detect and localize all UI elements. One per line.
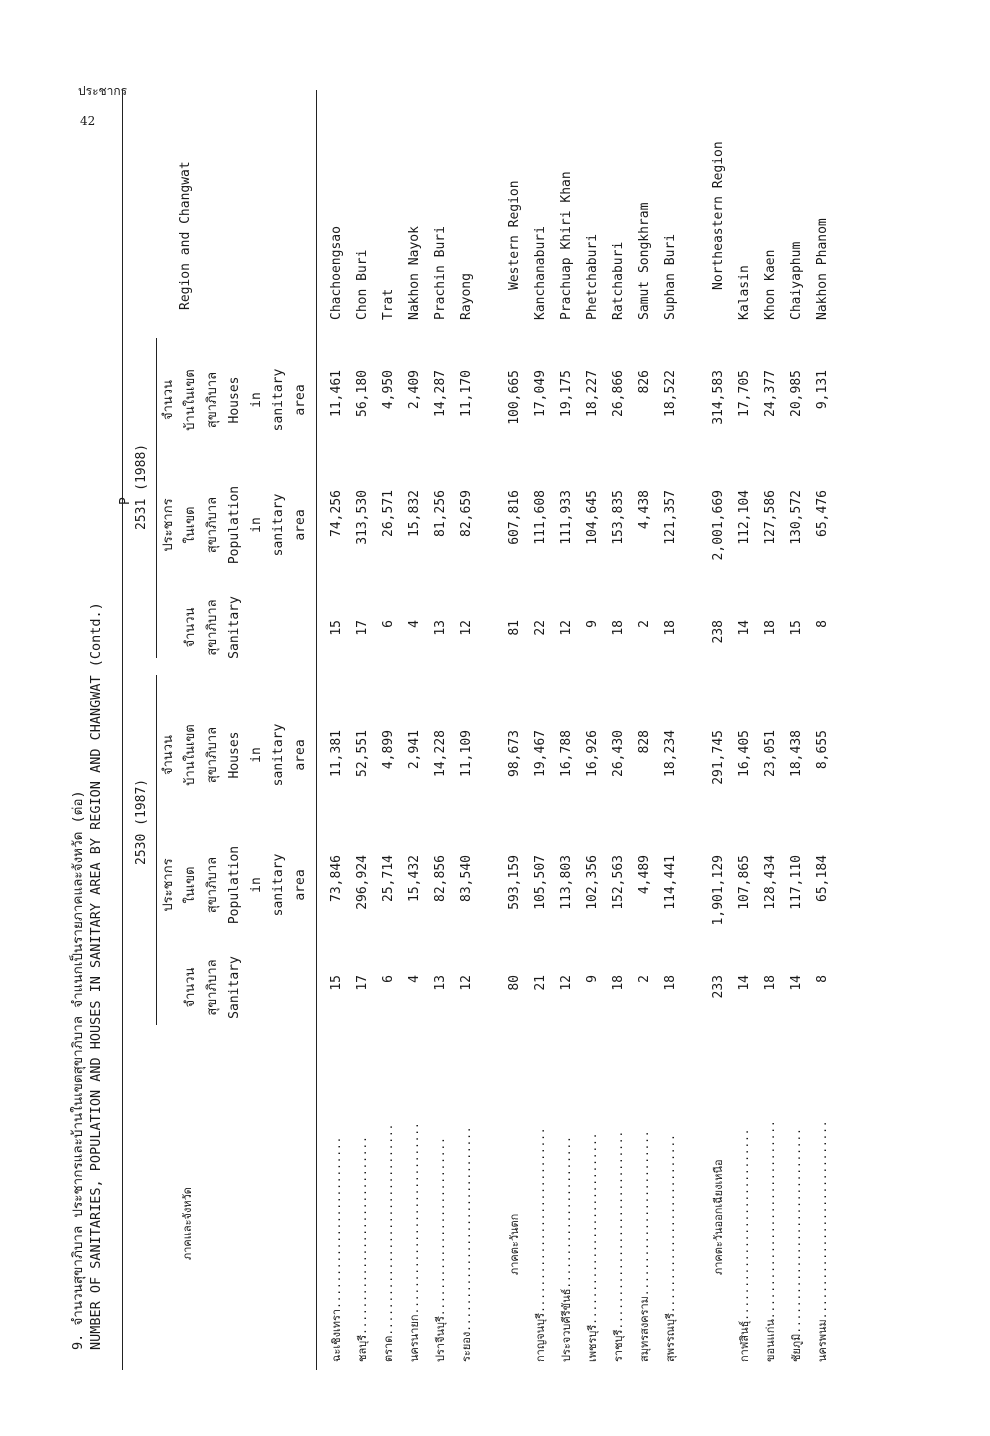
changwat-name-english: Khon Kaen [763, 249, 778, 320]
cell-value: 23,051 [763, 730, 778, 777]
cell-value: 12 [459, 620, 474, 636]
cell-value: 2,941 [407, 730, 422, 770]
cell-value: 9 [585, 975, 600, 983]
changwat-name-thai: ชลบุรี.............................. [356, 1136, 369, 1362]
changwat-name-english: Samut Songkhram [637, 202, 652, 320]
col-header-houses [158, 700, 312, 810]
cell-value: 314,583 [711, 370, 726, 425]
table-row [634, 90, 656, 1370]
cell-value: 18,234 [663, 730, 678, 777]
region-total-row [708, 90, 730, 1370]
cell-value: 4,438 [637, 490, 652, 530]
col-header-line: sanitary [271, 493, 286, 557]
col-header-line: บ้านในเขต [183, 724, 198, 786]
period-rule-1988 [156, 338, 157, 658]
cell-value: 74,256 [329, 490, 344, 537]
col-header-line: Sanitary [227, 596, 242, 659]
col-header-line: สุขาภิบาล [205, 371, 220, 429]
cell-value: 18,438 [789, 730, 804, 777]
cell-value: 9 [585, 620, 600, 628]
cell-value: 593,159 [507, 855, 522, 910]
cell-value: 20,985 [789, 370, 804, 417]
cell-value: 15 [329, 975, 344, 991]
col-header-line: area [293, 739, 308, 771]
table-row [352, 90, 374, 1370]
col-header-line: ประชากร [161, 498, 176, 552]
cell-value: 102,356 [585, 855, 600, 910]
col-header-line: สุขาภิบาล [205, 496, 220, 554]
changwat-name-thai: ระยอง............................... [460, 1126, 473, 1362]
cell-value: 2,001,669 [711, 490, 726, 561]
cell-value: 296,924 [355, 855, 370, 910]
cell-value: 98,673 [507, 730, 522, 777]
table-row [530, 90, 552, 1370]
cell-value: 8 [815, 620, 830, 628]
col-header-line: area [293, 384, 308, 416]
changwat-name-english: Chachoengsao [329, 226, 344, 320]
cell-value: 17 [355, 975, 370, 991]
changwat-name-english: Suphan Buri [663, 233, 678, 320]
cell-value: 153,835 [611, 490, 626, 545]
col-header-sanitary [180, 950, 246, 1025]
cell-value: 18,227 [585, 370, 600, 417]
col-header-line: จำนวน [161, 380, 176, 420]
cell-value: 121,357 [663, 490, 678, 545]
cell-value: 9,131 [815, 370, 830, 410]
changwat-name-english: Chaiyaphum [789, 241, 804, 320]
cell-value: 26,430 [611, 730, 626, 777]
caption-thai: 9. จำนวนสุขาภิบาล ประชากรและบ้านในเขตสุขาภิบาล จำแนกเป็นรายภาคและจังหวัด (ต่อ) [70, 790, 86, 1350]
col-header-line: จำนวน [161, 735, 176, 775]
cell-value: 113,803 [559, 855, 574, 910]
changwat-name-thai: เพชรบุรี............................. [586, 1132, 599, 1362]
cell-value: 127,586 [763, 490, 778, 545]
col-header-line: in [249, 877, 264, 893]
cell-value: 83,540 [459, 855, 474, 902]
cell-value: 18 [663, 975, 678, 991]
cell-value: 73,846 [329, 855, 344, 902]
period-1987: 2530 (1987) [134, 778, 149, 865]
cell-value: 130,572 [789, 490, 804, 545]
table-row [734, 90, 756, 1370]
provisional-marker: P [118, 497, 133, 505]
cell-value: 11,170 [459, 370, 474, 417]
cell-value: 80 [507, 975, 522, 991]
col-header-line: area [293, 869, 308, 901]
cell-value: 14 [737, 620, 752, 636]
cell-value: 14,228 [433, 730, 448, 777]
changwat-name-thai: กาญจนบุรี............................ [534, 1127, 547, 1362]
col-header-line: in [249, 517, 264, 533]
col-header-population [158, 470, 312, 580]
col-header-line: Sanitary [227, 956, 242, 1019]
cell-value: 18 [611, 975, 626, 991]
col-header-line: ในเขต [183, 506, 198, 544]
table-row [786, 90, 808, 1370]
cell-value: 65,184 [815, 855, 830, 902]
changwat-name-thai: ตราด................................ [382, 1123, 395, 1362]
table-row [430, 90, 452, 1370]
changwat-name-thai: นครนายก............................. [408, 1122, 421, 1362]
col-header-line: สุขาภิบาล [205, 726, 220, 784]
changwat-name-english: Chon Buri [355, 249, 370, 320]
cell-value: 25,714 [381, 855, 396, 902]
period-rule-1987 [156, 675, 157, 1025]
changwat-name-thai: กาฬสินธุ์............................. [738, 1128, 751, 1362]
cell-value: 6 [381, 975, 396, 983]
col-header-line: สุขาภิบาล [205, 959, 220, 1016]
cell-value: 104,645 [585, 490, 600, 545]
table-row [326, 90, 348, 1370]
table-row [456, 90, 478, 1370]
table-row [556, 90, 578, 1370]
table-row [404, 90, 426, 1370]
table-row [660, 90, 682, 1370]
changwat-name-thai: ภาคตะวันตก [508, 1213, 521, 1275]
cell-value: 152,563 [611, 855, 626, 910]
changwat-name-english: Nakhon Phanom [815, 218, 830, 320]
cell-value: 11,461 [329, 370, 344, 417]
col-header-sanitary [180, 590, 246, 665]
table-row [378, 90, 400, 1370]
cell-value: 15,432 [407, 855, 422, 902]
col-header-line: สุขาภิบาล [205, 856, 220, 914]
changwat-name-thai: สมุทรสงคราม......................... [638, 1130, 651, 1362]
changwat-name-english: Western Region [507, 180, 522, 290]
cell-value: 19,467 [533, 730, 548, 777]
changwat-name-english: Northeastern Region [711, 141, 726, 290]
table-row [812, 90, 834, 1370]
cell-value: 11,109 [459, 730, 474, 777]
cell-value: 100,665 [507, 370, 522, 425]
cell-value: 607,816 [507, 490, 522, 545]
col-header-line: in [249, 392, 264, 408]
page-section-label: ประชากร [78, 84, 128, 98]
col-header-line: ในเขต [183, 866, 198, 904]
region-total-row [504, 90, 526, 1370]
cell-value: 291,745 [711, 730, 726, 785]
cell-value: 56,180 [355, 370, 370, 417]
cell-value: 19,175 [559, 370, 574, 417]
cell-value: 105,507 [533, 855, 548, 910]
cell-value: 4,950 [381, 370, 396, 410]
cell-value: 18 [611, 620, 626, 636]
changwat-name-thai: ชัยภูมิ............................... [790, 1128, 803, 1362]
cell-value: 1,901,129 [711, 855, 726, 926]
col-header-line: ประชากร [161, 858, 176, 912]
col-header-line: จำนวน [183, 607, 198, 648]
cell-value: 107,865 [737, 855, 752, 910]
cell-value: 4 [407, 620, 422, 628]
cell-value: 6 [381, 620, 396, 628]
cell-value: 17 [355, 620, 370, 636]
changwat-name-english: Prachin Buri [433, 226, 448, 320]
cell-value: 18,522 [663, 370, 678, 417]
cell-value: 14 [789, 975, 804, 991]
cell-value: 16,788 [559, 730, 574, 777]
row-header-english: Region and Changwat [178, 161, 193, 310]
cell-value: 22 [533, 620, 548, 636]
cell-value: 2 [637, 975, 652, 983]
col-header-houses [158, 345, 312, 455]
page-number: 42 [80, 114, 96, 128]
cell-value: 4,899 [381, 730, 396, 770]
changwat-name-thai: ปราจีนบุรี........................... [434, 1137, 447, 1362]
cell-value: 13 [433, 975, 448, 991]
col-header-line: Houses [227, 376, 242, 424]
cell-value: 13 [433, 620, 448, 636]
changwat-name-thai: ขอนแก่น.............................. [764, 1120, 777, 1362]
col-header-line: in [249, 747, 264, 763]
col-header-line: Population [227, 845, 242, 925]
changwat-name-thai: สุพรรณบุรี........................... [664, 1134, 677, 1362]
cell-value: 17,705 [737, 370, 752, 417]
col-header-line: sanitary [271, 723, 286, 787]
cell-value: 17,049 [533, 370, 548, 417]
changwat-name-thai: ภาคตะวันออกเฉียงเหนือ [712, 1159, 725, 1275]
cell-value: 14,287 [433, 370, 448, 417]
cell-value: 111,608 [533, 490, 548, 545]
cell-value: 24,377 [763, 370, 778, 417]
cell-value: 4 [407, 975, 422, 983]
cell-value: 65,476 [815, 490, 830, 537]
cell-value: 11,381 [329, 730, 344, 777]
cell-value: 21 [533, 975, 548, 991]
cell-value: 81,256 [433, 490, 448, 537]
changwat-name-english: Prachuap Khiri Khan [559, 171, 574, 320]
cell-value: 828 [637, 730, 652, 754]
cell-value: 8,655 [815, 730, 830, 770]
col-header-population [158, 830, 312, 940]
cell-value: 313,530 [355, 490, 370, 545]
cell-value: 2,409 [407, 370, 422, 410]
col-header-line: sanitary [271, 368, 286, 432]
cell-value: 26,571 [381, 490, 396, 537]
changwat-name-english: Ratchaburi [611, 241, 626, 320]
col-header-line: สุขาภิบาล [205, 599, 220, 656]
cell-value: 18 [663, 620, 678, 636]
table-row [760, 90, 782, 1370]
cell-value: 128,434 [763, 855, 778, 910]
changwat-name-thai: ฉะเชิงเทรา.......................... [330, 1136, 343, 1362]
cell-value: 16,405 [737, 730, 752, 777]
row-header-thai: ภาคและจังหวัด [181, 1187, 194, 1260]
cell-value: 238 [711, 620, 726, 644]
cell-value: 26,866 [611, 370, 626, 417]
cell-value: 233 [711, 975, 726, 999]
cell-value: 12 [559, 975, 574, 991]
changwat-name-thai: ประจวบคีรีขันธ์....................... [560, 1136, 573, 1362]
col-header-line: บ้านในเขต [183, 369, 198, 431]
cell-value: 14 [737, 975, 752, 991]
cell-value: 826 [637, 370, 652, 394]
cell-value: 111,933 [559, 490, 574, 545]
period-1988: 2531 (1988) [134, 443, 149, 530]
changwat-name-english: Phetchaburi [585, 233, 600, 320]
cell-value: 16,926 [585, 730, 600, 777]
cell-value: 82,856 [433, 855, 448, 902]
table-row [582, 90, 604, 1370]
cell-value: 12 [459, 975, 474, 991]
changwat-name-english: Trat [381, 288, 396, 320]
cell-value: 8 [815, 975, 830, 983]
cell-value: 112,104 [737, 490, 752, 545]
cell-value: 15,832 [407, 490, 422, 537]
cell-value: 18 [763, 620, 778, 636]
top-rule [122, 90, 123, 1370]
cell-value: 12 [559, 620, 574, 636]
cell-value: 81 [507, 620, 522, 636]
caption-english: NUMBER OF SANITARIES, POPULATION AND HOUSES IN SANITARY AREA BY REGION AND CHANGWAT (Contd.) [88, 602, 104, 1350]
header-rule [316, 90, 317, 1370]
cell-value: 52,551 [355, 730, 370, 777]
col-header-line: area [293, 509, 308, 541]
cell-value: 82,659 [459, 490, 474, 537]
cell-value: 15 [329, 620, 344, 636]
changwat-name-english: Nakhon Nayok [407, 226, 422, 320]
col-header-line: Population [227, 485, 242, 565]
changwat-name-thai: ราชบุรี.............................. [612, 1130, 625, 1362]
cell-value: 114,441 [663, 855, 678, 910]
col-header-line: sanitary [271, 853, 286, 917]
changwat-name-thai: นครพนม.............................. [816, 1120, 829, 1362]
cell-value: 2 [637, 620, 652, 628]
table-row [608, 90, 630, 1370]
cell-value: 18 [763, 975, 778, 991]
cell-value: 15 [789, 620, 804, 636]
rotated-table [60, 90, 940, 1370]
changwat-name-english: Rayong [459, 273, 474, 320]
col-header-line: จำนวน [183, 967, 198, 1008]
changwat-name-english: Kanchanaburi [533, 226, 548, 320]
changwat-name-english: Kalasin [737, 265, 752, 320]
cell-value: 4,489 [637, 855, 652, 895]
col-header-line: Houses [227, 731, 242, 779]
cell-value: 117,110 [789, 855, 804, 910]
